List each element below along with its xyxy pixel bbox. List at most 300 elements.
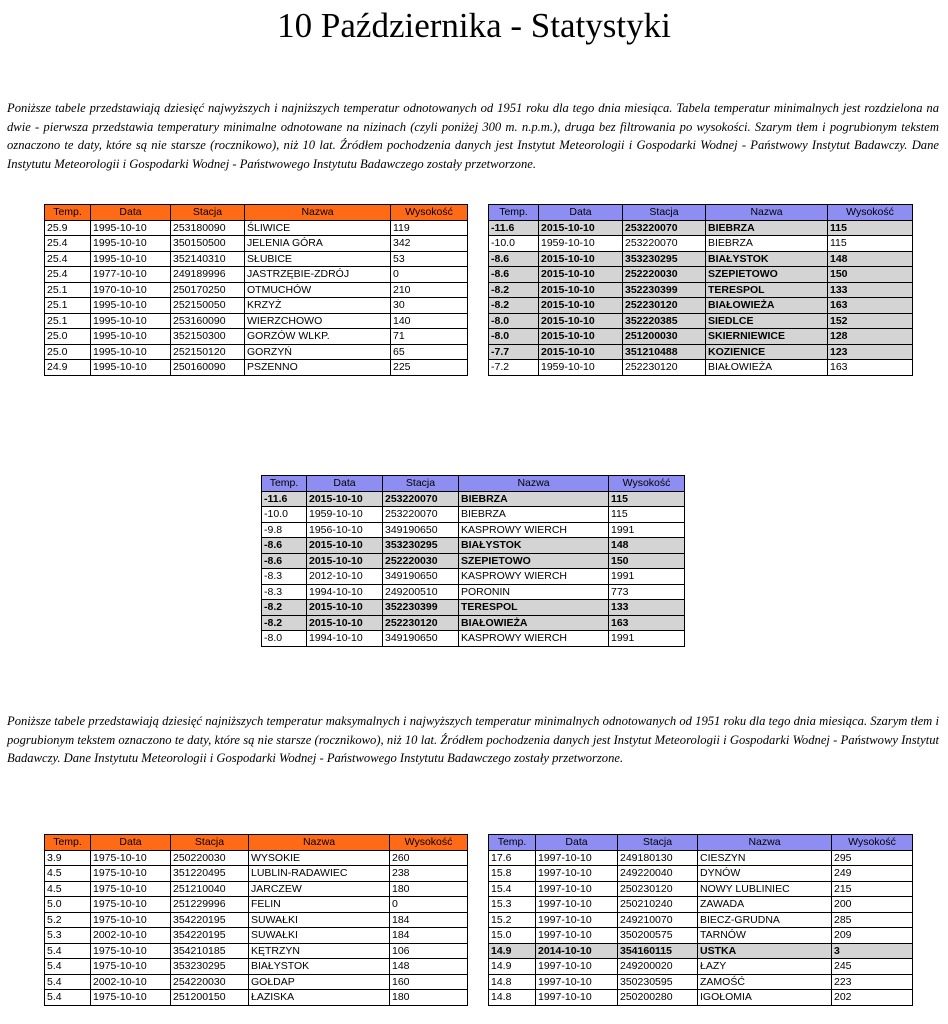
- temp-cell: 4.5: [45, 881, 91, 897]
- station-cell: 354160115: [618, 943, 698, 959]
- table-row: [262, 615, 685, 631]
- temp-cell: -8.6: [262, 553, 307, 569]
- elevation-cell: 285: [832, 912, 913, 928]
- column-header-station: Stacja: [171, 205, 245, 221]
- name-cell: PSZENNO: [245, 360, 391, 376]
- elevation-cell: 148: [828, 251, 913, 267]
- station-cell: 252230120: [383, 615, 459, 631]
- elevation-cell: 150: [609, 553, 685, 569]
- table-row: [45, 974, 468, 990]
- elevation-cell: 184: [390, 928, 468, 944]
- name-cell: KASPROWY WIERCH: [459, 522, 609, 538]
- date-cell: 2015-10-10: [539, 329, 623, 345]
- name-cell: ŁAZISKA: [249, 990, 390, 1006]
- name-cell: ŚLIWICE: [245, 220, 391, 236]
- table-row: [262, 491, 685, 507]
- name-cell: TARNÓW: [698, 928, 832, 944]
- table-row: [489, 360, 913, 376]
- temp-cell: -8.6: [489, 267, 539, 283]
- table-header-row: [489, 835, 913, 851]
- temp-cell: 25.0: [45, 329, 91, 345]
- date-cell: 1997-10-10: [536, 959, 618, 975]
- table-highest-min-temperatures: [488, 834, 913, 1006]
- date-cell: 2012-10-10: [307, 569, 383, 585]
- table-lowest-max-temperatures: [44, 834, 468, 1006]
- name-cell: TERESPOL: [459, 600, 609, 616]
- date-cell: 1995-10-10: [91, 344, 171, 360]
- table-row: [489, 866, 913, 882]
- elevation-cell: 163: [828, 360, 913, 376]
- temp-cell: -8.6: [489, 251, 539, 267]
- date-cell: 1995-10-10: [91, 220, 171, 236]
- elevation-cell: 115: [828, 236, 913, 252]
- column-header-date: Data: [536, 835, 618, 851]
- elevation-cell: 123: [828, 344, 913, 360]
- table-row: [45, 912, 468, 928]
- date-cell: 1975-10-10: [91, 912, 171, 928]
- date-cell: 1997-10-10: [536, 866, 618, 882]
- name-cell: KOZIENICE: [706, 344, 828, 360]
- name-cell: BIECZ-GRUDNA: [698, 912, 832, 928]
- station-cell: 253180090: [171, 220, 245, 236]
- table-row: [262, 600, 685, 616]
- temp-cell: -8.6: [262, 538, 307, 554]
- temp-cell: -8.3: [262, 584, 307, 600]
- column-header-temp: Temp.: [489, 205, 539, 221]
- elevation-cell: 119: [391, 220, 468, 236]
- temp-cell: 14.8: [489, 974, 536, 990]
- table-row: [489, 928, 913, 944]
- station-cell: 251200150: [171, 990, 249, 1006]
- elevation-cell: 163: [609, 615, 685, 631]
- elevation-cell: 115: [609, 491, 685, 507]
- temp-cell: 14.9: [489, 959, 536, 975]
- date-cell: 1975-10-10: [91, 897, 171, 913]
- elevation-cell: 260: [390, 850, 468, 866]
- name-cell: OTMUCHÓW: [245, 282, 391, 298]
- column-header-name: Nazwa: [249, 835, 390, 851]
- temp-cell: -11.6: [262, 491, 307, 507]
- column-header-station: Stacja: [383, 476, 459, 492]
- page-title: 10 Października - Statystyki: [277, 6, 671, 45]
- elevation-cell: 200: [832, 897, 913, 913]
- elevation-cell: 238: [390, 866, 468, 882]
- temp-cell: 14.9: [489, 943, 536, 959]
- name-cell: ZAMOŚĆ: [698, 974, 832, 990]
- table-row: [489, 236, 913, 252]
- date-cell: 1975-10-10: [91, 866, 171, 882]
- table-row: [489, 344, 913, 360]
- elevation-cell: 0: [390, 897, 468, 913]
- table-row: [489, 959, 913, 975]
- station-cell: 250170250: [171, 282, 245, 298]
- date-cell: 1975-10-10: [91, 943, 171, 959]
- name-cell: GOŁDAP: [249, 974, 390, 990]
- date-cell: 2015-10-10: [539, 344, 623, 360]
- temp-cell: 15.0: [489, 928, 536, 944]
- date-cell: 1997-10-10: [536, 974, 618, 990]
- station-cell: 253220070: [623, 236, 706, 252]
- date-cell: 1995-10-10: [91, 360, 171, 376]
- elevation-cell: 1991: [609, 569, 685, 585]
- elevation-cell: 65: [391, 344, 468, 360]
- date-cell: 1977-10-10: [91, 267, 171, 283]
- station-cell: 250220030: [171, 850, 249, 866]
- station-cell: 349190650: [383, 569, 459, 585]
- temp-cell: 5.4: [45, 959, 91, 975]
- table-row: [45, 866, 468, 882]
- column-header-elevation: Wysokość: [832, 835, 913, 851]
- elevation-cell: 249: [832, 866, 913, 882]
- elevation-cell: 3: [832, 943, 913, 959]
- elevation-cell: 115: [609, 507, 685, 523]
- date-cell: 1994-10-10: [307, 631, 383, 647]
- table-row: [45, 928, 468, 944]
- date-cell: 1975-10-10: [91, 990, 171, 1006]
- table-row: [489, 267, 913, 283]
- temp-cell: -11.6: [489, 220, 539, 236]
- elevation-cell: 106: [390, 943, 468, 959]
- elevation-cell: 150: [828, 267, 913, 283]
- elevation-cell: 180: [390, 881, 468, 897]
- station-cell: 252150050: [171, 298, 245, 314]
- name-cell: SZEPIETOWO: [459, 553, 609, 569]
- table-row: [45, 959, 468, 975]
- intro-paragraph-2: Poniższe tabele przedstawiają dziesięć najniższych temperatur maksymalnych i najwyższych temperatur minimalnych odnotowanych od 1951 roku dla tego dnia miesiąca. Szarym tłem i pogrubionym tekstem oznaczono te daty, które są nie starsze (rocznikowo), niż 10 lat. Źródłem pochodzenia danych jest Instytut Meteorologii i Gospodarki Wodnej - Państwowy Instytut Badawczy. Dane Instytutu Meteorologii i Gospodarki Wodnej - Państwowego Instytutu Badawczego zostały przetworzone.: [7, 714, 939, 765]
- date-cell: 1995-10-10: [91, 251, 171, 267]
- name-cell: LUBLIN-RADAWIEC: [249, 866, 390, 882]
- name-cell: BIEBRZA: [706, 220, 828, 236]
- date-cell: 2015-10-10: [307, 600, 383, 616]
- date-cell: 2014-10-10: [536, 943, 618, 959]
- table-row: [45, 329, 468, 345]
- elevation-cell: 342: [391, 236, 468, 252]
- station-cell: 249220040: [618, 866, 698, 882]
- station-cell: 249180130: [618, 850, 698, 866]
- temp-cell: 25.4: [45, 251, 91, 267]
- temp-cell: 25.1: [45, 313, 91, 329]
- elevation-cell: 0: [391, 267, 468, 283]
- elevation-cell: 215: [832, 881, 913, 897]
- name-cell: BIEBRZA: [706, 236, 828, 252]
- table-row: [489, 850, 913, 866]
- table-row: [45, 220, 468, 236]
- station-cell: 350200575: [618, 928, 698, 944]
- date-cell: 2015-10-10: [539, 298, 623, 314]
- table-row: [262, 538, 685, 554]
- station-cell: 352220385: [623, 313, 706, 329]
- date-cell: 1959-10-10: [539, 360, 623, 376]
- table-row: [262, 569, 685, 585]
- name-cell: BIEBRZA: [459, 491, 609, 507]
- table-row: [489, 298, 913, 314]
- date-cell: 1975-10-10: [91, 959, 171, 975]
- table-row: [262, 631, 685, 647]
- date-cell: 2015-10-10: [307, 553, 383, 569]
- temp-cell: 25.4: [45, 236, 91, 252]
- name-cell: KĘTRZYN: [249, 943, 390, 959]
- temp-cell: 5.2: [45, 912, 91, 928]
- temp-cell: -9.8: [262, 522, 307, 538]
- name-cell: JARCZEW: [249, 881, 390, 897]
- column-header-date: Data: [91, 205, 171, 221]
- table-row: [489, 282, 913, 298]
- temp-cell: -8.2: [489, 298, 539, 314]
- table-header-row: [262, 476, 685, 492]
- name-cell: KASPROWY WIERCH: [459, 631, 609, 647]
- elevation-cell: 245: [832, 959, 913, 975]
- temp-cell: 5.4: [45, 990, 91, 1006]
- name-cell: ŁAZY: [698, 959, 832, 975]
- station-cell: 249200020: [618, 959, 698, 975]
- date-cell: 1997-10-10: [536, 881, 618, 897]
- temp-cell: 5.0: [45, 897, 91, 913]
- name-cell: BIAŁYSTOK: [459, 538, 609, 554]
- date-cell: 1995-10-10: [91, 329, 171, 345]
- temp-cell: -10.0: [489, 236, 539, 252]
- date-cell: 1997-10-10: [536, 897, 618, 913]
- elevation-cell: 140: [391, 313, 468, 329]
- temp-cell: -8.0: [489, 313, 539, 329]
- column-header-elevation: Wysokość: [609, 476, 685, 492]
- elevation-cell: 773: [609, 584, 685, 600]
- station-cell: 252230120: [623, 360, 706, 376]
- elevation-cell: 160: [390, 974, 468, 990]
- name-cell: SUWAŁKI: [249, 928, 390, 944]
- date-cell: 1994-10-10: [307, 584, 383, 600]
- station-cell: 250210240: [618, 897, 698, 913]
- table-row: [262, 522, 685, 538]
- station-cell: 353230295: [171, 959, 249, 975]
- elevation-cell: 133: [828, 282, 913, 298]
- date-cell: 2015-10-10: [539, 267, 623, 283]
- temp-cell: -8.0: [489, 329, 539, 345]
- name-cell: SZEPIETOWO: [706, 267, 828, 283]
- elevation-cell: 180: [390, 990, 468, 1006]
- table-row: [262, 553, 685, 569]
- column-header-temp: Temp.: [45, 205, 91, 221]
- date-cell: 1975-10-10: [91, 850, 171, 866]
- elevation-cell: 152: [828, 313, 913, 329]
- name-cell: KRZYŻ: [245, 298, 391, 314]
- column-header-date: Data: [91, 835, 171, 851]
- date-cell: 2015-10-10: [539, 313, 623, 329]
- date-cell: 2015-10-10: [307, 538, 383, 554]
- station-cell: 250160090: [171, 360, 245, 376]
- table-row: [45, 282, 468, 298]
- name-cell: PORONIN: [459, 584, 609, 600]
- station-cell: 253220070: [383, 507, 459, 523]
- name-cell: CIESZYN: [698, 850, 832, 866]
- temp-cell: 17.6: [489, 850, 536, 866]
- temp-cell: 25.9: [45, 220, 91, 236]
- name-cell: SUWAŁKI: [249, 912, 390, 928]
- date-cell: 1975-10-10: [91, 881, 171, 897]
- station-cell: 352140310: [171, 251, 245, 267]
- station-cell: 349190650: [383, 631, 459, 647]
- table-row: [262, 507, 685, 523]
- temp-cell: -8.3: [262, 569, 307, 585]
- column-header-temp: Temp.: [262, 476, 307, 492]
- temp-cell: 25.0: [45, 344, 91, 360]
- name-cell: JASTRZĘBIE-ZDRÓJ: [245, 267, 391, 283]
- temp-cell: 15.8: [489, 866, 536, 882]
- table-row: [489, 313, 913, 329]
- column-header-station: Stacja: [171, 835, 249, 851]
- table-lowest-min-temperatures: [488, 204, 913, 376]
- table-row: [45, 990, 468, 1006]
- column-header-temp: Temp.: [489, 835, 536, 851]
- name-cell: BIAŁOWIEŻA: [706, 298, 828, 314]
- station-cell: 349190650: [383, 522, 459, 538]
- elevation-cell: 71: [391, 329, 468, 345]
- elevation-cell: 163: [828, 298, 913, 314]
- name-cell: ZAWADA: [698, 897, 832, 913]
- name-cell: TERESPOL: [706, 282, 828, 298]
- name-cell: WIERZCHOWO: [245, 313, 391, 329]
- name-cell: KASPROWY WIERCH: [459, 569, 609, 585]
- station-cell: 253220070: [623, 220, 706, 236]
- station-cell: 352230399: [383, 600, 459, 616]
- table-header-row: [489, 205, 913, 221]
- date-cell: 1997-10-10: [536, 850, 618, 866]
- table-row: [489, 897, 913, 913]
- station-cell: 252220030: [383, 553, 459, 569]
- name-cell: GORZÓW WLKP.: [245, 329, 391, 345]
- date-cell: 2015-10-10: [307, 615, 383, 631]
- station-cell: 354210185: [171, 943, 249, 959]
- elevation-cell: 1991: [609, 522, 685, 538]
- date-cell: 1959-10-10: [539, 236, 623, 252]
- station-cell: 251210040: [171, 881, 249, 897]
- table-highest-max-temperatures: [44, 204, 468, 376]
- elevation-cell: 295: [832, 850, 913, 866]
- table-row: [45, 943, 468, 959]
- elevation-cell: 148: [609, 538, 685, 554]
- station-cell: 249200510: [383, 584, 459, 600]
- date-cell: 1995-10-10: [91, 298, 171, 314]
- table-row: [489, 251, 913, 267]
- temp-cell: 25.4: [45, 267, 91, 283]
- date-cell: 2002-10-10: [91, 974, 171, 990]
- station-cell: 254220030: [171, 974, 249, 990]
- temp-cell: 14.8: [489, 990, 536, 1006]
- date-cell: 2002-10-10: [91, 928, 171, 944]
- table-row: [489, 329, 913, 345]
- temp-cell: -8.2: [489, 282, 539, 298]
- temp-cell: 25.1: [45, 298, 91, 314]
- elevation-cell: 1991: [609, 631, 685, 647]
- table-row: [45, 313, 468, 329]
- station-cell: 354220195: [171, 928, 249, 944]
- temp-cell: -8.2: [262, 600, 307, 616]
- station-cell: 352150300: [171, 329, 245, 345]
- station-cell: 350150500: [171, 236, 245, 252]
- name-cell: IGOŁOMIA: [698, 990, 832, 1006]
- temp-cell: 5.4: [45, 974, 91, 990]
- temp-cell: 15.2: [489, 912, 536, 928]
- intro-paragraph-1: Poniższe tabele przedstawiają dziesięć najwyższych i najniższych temperatur odnotowanych od 1951 roku dla tego dnia miesiąca. Tabela temperatur minimalnych jest rozdzielona na dwie - pierwsza przedstawia temperatury minimalne odnotowane na nizinach (czyli poniżej 300 m. n.p.m.), druga bez filtrowania po wysokości. Szarym tłem i pogrubionym tekstem oznaczono te daty, które są nie starsze (rocznikowo), niż 10 lat. Źródłem pochodzenia danych jest Instytut Meteorologii i Gospodarki Wodnej - Państwowy Instytut Badawczy. Dane Instytutu Meteorologii i Gospodarki Wodnej - Państwowego Instytutu Badawczego zostały przetworzone.: [7, 101, 939, 171]
- temp-cell: -7.2: [489, 360, 539, 376]
- elevation-cell: 133: [609, 600, 685, 616]
- date-cell: 1995-10-10: [91, 313, 171, 329]
- date-cell: 1959-10-10: [307, 507, 383, 523]
- station-cell: 250200280: [618, 990, 698, 1006]
- column-header-elevation: Wysokość: [390, 835, 468, 851]
- elevation-cell: 30: [391, 298, 468, 314]
- table-row: [45, 850, 468, 866]
- column-header-name: Nazwa: [698, 835, 832, 851]
- name-cell: NOWY LUBLINIEC: [698, 881, 832, 897]
- name-cell: SIEDLCE: [706, 313, 828, 329]
- name-cell: GORZYŃ: [245, 344, 391, 360]
- date-cell: 2015-10-10: [539, 251, 623, 267]
- temp-cell: 15.3: [489, 897, 536, 913]
- table-row: [45, 267, 468, 283]
- elevation-cell: 148: [390, 959, 468, 975]
- date-cell: 1997-10-10: [536, 990, 618, 1006]
- column-header-temp: Temp.: [45, 835, 91, 851]
- date-cell: 2015-10-10: [307, 491, 383, 507]
- station-cell: 353230295: [383, 538, 459, 554]
- table-row: [489, 943, 913, 959]
- station-cell: 354220195: [171, 912, 249, 928]
- station-cell: 253160090: [171, 313, 245, 329]
- table-row: [45, 897, 468, 913]
- table-row: [45, 251, 468, 267]
- temp-cell: -7.7: [489, 344, 539, 360]
- temp-cell: 24.9: [45, 360, 91, 376]
- station-cell: 249189996: [171, 267, 245, 283]
- table-row: [489, 974, 913, 990]
- name-cell: WYSOKIE: [249, 850, 390, 866]
- table-row: [489, 220, 913, 236]
- temp-cell: -10.0: [262, 507, 307, 523]
- column-header-name: Nazwa: [459, 476, 609, 492]
- station-cell: 251200030: [623, 329, 706, 345]
- name-cell: USTKA: [698, 943, 832, 959]
- column-header-name: Nazwa: [706, 205, 828, 221]
- elevation-cell: 128: [828, 329, 913, 345]
- station-cell: 249210070: [618, 912, 698, 928]
- elevation-cell: 202: [832, 990, 913, 1006]
- station-cell: 253220070: [383, 491, 459, 507]
- elevation-cell: 225: [391, 360, 468, 376]
- date-cell: 1997-10-10: [536, 928, 618, 944]
- table-row: [45, 360, 468, 376]
- station-cell: 353230295: [623, 251, 706, 267]
- column-header-elevation: Wysokość: [828, 205, 913, 221]
- station-cell: 252230120: [623, 298, 706, 314]
- temp-cell: -8.0: [262, 631, 307, 647]
- temp-cell: 25.1: [45, 282, 91, 298]
- station-cell: 352230399: [623, 282, 706, 298]
- date-cell: 2015-10-10: [539, 282, 623, 298]
- date-cell: 1995-10-10: [91, 236, 171, 252]
- date-cell: 1997-10-10: [536, 912, 618, 928]
- station-cell: 351210488: [623, 344, 706, 360]
- column-header-date: Data: [539, 205, 623, 221]
- table-row: [45, 236, 468, 252]
- temp-cell: 3.9: [45, 850, 91, 866]
- table-row: [45, 344, 468, 360]
- station-cell: 250230120: [618, 881, 698, 897]
- name-cell: BIAŁYSTOK: [706, 251, 828, 267]
- table-header-row: [45, 835, 468, 851]
- column-header-date: Data: [307, 476, 383, 492]
- temp-cell: 4.5: [45, 866, 91, 882]
- table-row: [45, 298, 468, 314]
